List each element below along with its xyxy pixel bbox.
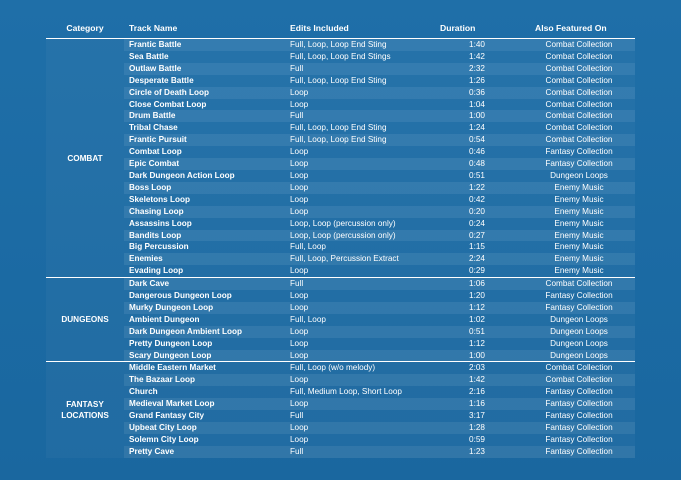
table-row — [46, 87, 635, 99]
track-name-cell: Dark Dungeon Ambient Loop — [124, 326, 286, 338]
featured-on-cell: Fantasy Collection — [523, 302, 635, 314]
duration-cell: 0:27 — [431, 230, 523, 242]
edits-cell: Full, Loop, Loop End Stings — [286, 51, 431, 63]
featured-on-cell: Dungeon Loops — [523, 314, 635, 326]
table-row — [46, 386, 635, 398]
edits-cell: Loop — [286, 350, 431, 362]
duration-cell: 1:02 — [431, 314, 523, 326]
track-name-cell: Evading Loop — [124, 265, 286, 277]
edits-cell: Loop — [286, 206, 431, 218]
track-name-cell: Dark Dungeon Action Loop — [124, 170, 286, 182]
duration-cell: 0:48 — [431, 158, 523, 170]
table-row — [46, 241, 635, 253]
featured-on-cell: Enemy Music — [523, 218, 635, 230]
table-row — [46, 230, 635, 242]
table-row — [46, 75, 635, 87]
duration-cell: 1:26 — [431, 75, 523, 87]
duration-cell: 1:04 — [431, 99, 523, 111]
featured-on-cell: Enemy Music — [523, 182, 635, 194]
featured-on-cell: Enemy Music — [523, 194, 635, 206]
table-row — [46, 314, 635, 326]
table-row — [46, 146, 635, 158]
table-row — [46, 122, 635, 134]
featured-on-cell: Combat Collection — [523, 122, 635, 134]
featured-on-cell: Combat Collection — [523, 110, 635, 122]
duration-cell: 0:24 — [431, 218, 523, 230]
duration-cell: 1:28 — [431, 422, 523, 434]
duration-cell: 0:29 — [431, 265, 523, 277]
featured-on-cell: Combat Collection — [523, 374, 635, 386]
duration-cell: 1:16 — [431, 398, 523, 410]
track-name-cell: Frantic Battle — [124, 39, 286, 51]
featured-on-cell: Combat Collection — [523, 51, 635, 63]
track-name-cell: Assassins Loop — [124, 218, 286, 230]
category-cell: DUNGEONS — [46, 278, 124, 362]
duration-cell: 1:12 — [431, 338, 523, 350]
edits-cell: Full — [286, 278, 431, 290]
duration-cell: 1:42 — [431, 51, 523, 63]
track-name-cell: Church — [124, 386, 286, 398]
track-name-cell: Middle Eastern Market — [124, 362, 286, 374]
table-row — [46, 362, 635, 374]
featured-on-cell: Combat Collection — [523, 99, 635, 111]
featured-on-cell: Combat Collection — [523, 87, 635, 99]
table-row — [46, 110, 635, 122]
featured-on-cell: Combat Collection — [523, 362, 635, 374]
featured-on-cell: Combat Collection — [523, 63, 635, 75]
edits-cell: Loop — [286, 99, 431, 111]
duration-cell: 1:00 — [431, 350, 523, 362]
duration-cell: 1:15 — [431, 241, 523, 253]
featured-on-cell: Enemy Music — [523, 230, 635, 242]
duration-cell: 1:22 — [431, 182, 523, 194]
edits-cell: Full — [286, 110, 431, 122]
track-name-cell: Skeletons Loop — [124, 194, 286, 206]
duration-cell: 1:23 — [431, 446, 523, 458]
track-name-cell: Dangerous Dungeon Loop — [124, 290, 286, 302]
track-name-cell: Dark Cave — [124, 278, 286, 290]
edits-cell: Full, Loop, Loop End Sting — [286, 122, 431, 134]
table-row — [46, 170, 635, 182]
edits-cell: Loop — [286, 338, 431, 350]
edits-cell: Loop — [286, 290, 431, 302]
table-row — [46, 446, 635, 458]
featured-on-cell: Fantasy Collection — [523, 290, 635, 302]
track-name-cell: Grand Fantasy City — [124, 410, 286, 422]
table-row — [46, 398, 635, 410]
duration-cell: 3:17 — [431, 410, 523, 422]
table-row — [46, 158, 635, 170]
header-track-name: Track Name — [124, 18, 286, 39]
duration-cell: 0:46 — [431, 146, 523, 158]
table-row — [46, 39, 635, 51]
edits-cell: Loop — [286, 182, 431, 194]
track-name-cell: Close Combat Loop — [124, 99, 286, 111]
table-row — [46, 265, 635, 277]
table-row — [46, 374, 635, 386]
edits-cell: Loop — [286, 87, 431, 99]
edits-cell: Full, Medium Loop, Short Loop — [286, 386, 431, 398]
featured-on-cell: Combat Collection — [523, 39, 635, 51]
edits-cell: Loop, Loop (percussion only) — [286, 230, 431, 242]
table-row — [46, 422, 635, 434]
track-name-cell: Frantic Pursuit — [124, 134, 286, 146]
featured-on-cell: Dungeon Loops — [523, 326, 635, 338]
track-name-cell: Enemies — [124, 253, 286, 265]
edits-cell: Full, Loop, Loop End Sting — [286, 134, 431, 146]
track-list-container — [46, 18, 635, 458]
duration-cell: 0:36 — [431, 87, 523, 99]
table-row — [46, 350, 635, 362]
edits-cell: Loop — [286, 265, 431, 277]
featured-on-cell: Fantasy Collection — [523, 434, 635, 446]
edits-cell: Loop — [286, 194, 431, 206]
table-row — [46, 410, 635, 422]
track-name-cell: Solemn City Loop — [124, 434, 286, 446]
featured-on-cell: Enemy Music — [523, 253, 635, 265]
featured-on-cell: Dungeon Loops — [523, 350, 635, 362]
edits-cell: Loop, Loop (percussion only) — [286, 218, 431, 230]
track-name-cell: Medieval Market Loop — [124, 398, 286, 410]
edits-cell: Full, Loop, Loop End Sting — [286, 39, 431, 51]
featured-on-cell: Dungeon Loops — [523, 170, 635, 182]
edits-cell: Loop — [286, 302, 431, 314]
edits-cell: Loop — [286, 158, 431, 170]
edits-cell: Full — [286, 410, 431, 422]
track-name-cell: Bandits Loop — [124, 230, 286, 242]
duration-cell: 1:20 — [431, 290, 523, 302]
track-name-cell: Boss Loop — [124, 182, 286, 194]
category-cell: COMBAT — [46, 39, 124, 278]
edits-cell: Loop — [286, 434, 431, 446]
table-header — [46, 18, 635, 39]
table-row — [46, 51, 635, 63]
track-name-cell: Sea Battle — [124, 51, 286, 63]
track-name-cell: Upbeat City Loop — [124, 422, 286, 434]
duration-cell: 2:24 — [431, 253, 523, 265]
duration-cell: 0:54 — [431, 134, 523, 146]
duration-cell: 0:59 — [431, 434, 523, 446]
featured-on-cell: Fantasy Collection — [523, 446, 635, 458]
edits-cell: Full, Loop, Percussion Extract — [286, 253, 431, 265]
duration-cell: 1:06 — [431, 278, 523, 290]
featured-on-cell: Fantasy Collection — [523, 386, 635, 398]
duration-cell: 2:03 — [431, 362, 523, 374]
table-row — [46, 99, 635, 111]
track-name-cell: Tribal Chase — [124, 122, 286, 134]
duration-cell: 1:24 — [431, 122, 523, 134]
duration-cell: 1:12 — [431, 302, 523, 314]
header-also-featured-on: Also Featured On — [523, 18, 635, 39]
track-name-cell: Pretty Cave — [124, 446, 286, 458]
track-name-cell: Combat Loop — [124, 146, 286, 158]
track-name-cell: Ambient Dungeon — [124, 314, 286, 326]
table-row — [46, 338, 635, 350]
featured-on-cell: Combat Collection — [523, 278, 635, 290]
duration-cell: 0:20 — [431, 206, 523, 218]
featured-on-cell: Enemy Music — [523, 241, 635, 253]
table-row — [46, 218, 635, 230]
table-row — [46, 194, 635, 206]
header-edits-included: Edits Included — [286, 18, 431, 39]
featured-on-cell: Combat Collection — [523, 134, 635, 146]
track-name-cell: Pretty Dungeon Loop — [124, 338, 286, 350]
featured-on-cell: Fantasy Collection — [523, 146, 635, 158]
track-name-cell: Big Percussion — [124, 241, 286, 253]
track-name-cell: Drum Battle — [124, 110, 286, 122]
edits-cell: Full — [286, 446, 431, 458]
table-row — [46, 434, 635, 446]
edits-cell: Loop — [286, 170, 431, 182]
edits-cell: Full, Loop, Loop End Sting — [286, 75, 431, 87]
edits-cell: Loop — [286, 146, 431, 158]
track-name-cell: The Bazaar Loop — [124, 374, 286, 386]
edits-cell: Loop — [286, 374, 431, 386]
duration-cell: 1:00 — [431, 110, 523, 122]
track-name-cell: Epic Combat — [124, 158, 286, 170]
featured-on-cell: Fantasy Collection — [523, 410, 635, 422]
table-row — [46, 134, 635, 146]
duration-cell: 0:51 — [431, 170, 523, 182]
track-name-cell: Desperate Battle — [124, 75, 286, 87]
duration-cell: 2:32 — [431, 63, 523, 75]
edits-cell: Loop — [286, 326, 431, 338]
featured-on-cell: Fantasy Collection — [523, 422, 635, 434]
table-row — [46, 326, 635, 338]
featured-on-cell: Enemy Music — [523, 265, 635, 277]
duration-cell: 1:42 — [431, 374, 523, 386]
header-duration: Duration — [431, 18, 523, 39]
featured-on-cell: Fantasy Collection — [523, 158, 635, 170]
edits-cell: Full, Loop — [286, 241, 431, 253]
track-table — [46, 18, 635, 458]
track-name-cell: Outlaw Battle — [124, 63, 286, 75]
featured-on-cell: Fantasy Collection — [523, 398, 635, 410]
track-name-cell: Chasing Loop — [124, 206, 286, 218]
table-row — [46, 278, 635, 290]
featured-on-cell: Enemy Music — [523, 206, 635, 218]
table-row — [46, 253, 635, 265]
edits-cell: Full, Loop (w/o melody) — [286, 362, 431, 374]
duration-cell: 0:42 — [431, 194, 523, 206]
edits-cell: Loop — [286, 398, 431, 410]
duration-cell: 0:51 — [431, 326, 523, 338]
edits-cell: Full, Loop — [286, 314, 431, 326]
table-row — [46, 63, 635, 75]
header-category: Category — [46, 18, 124, 39]
category-cell: FANTASY LOCATIONS — [46, 362, 124, 458]
track-name-cell: Circle of Death Loop — [124, 87, 286, 99]
edits-cell: Full — [286, 63, 431, 75]
featured-on-cell: Dungeon Loops — [523, 338, 635, 350]
duration-cell: 2:16 — [431, 386, 523, 398]
track-name-cell: Murky Dungeon Loop — [124, 302, 286, 314]
featured-on-cell: Combat Collection — [523, 75, 635, 87]
table-row — [46, 206, 635, 218]
track-name-cell: Scary Dungeon Loop — [124, 350, 286, 362]
table-body — [46, 39, 635, 458]
table-row — [46, 302, 635, 314]
edits-cell: Loop — [286, 422, 431, 434]
duration-cell: 1:40 — [431, 39, 523, 51]
header-row — [46, 18, 635, 39]
table-row — [46, 290, 635, 302]
table-row — [46, 182, 635, 194]
